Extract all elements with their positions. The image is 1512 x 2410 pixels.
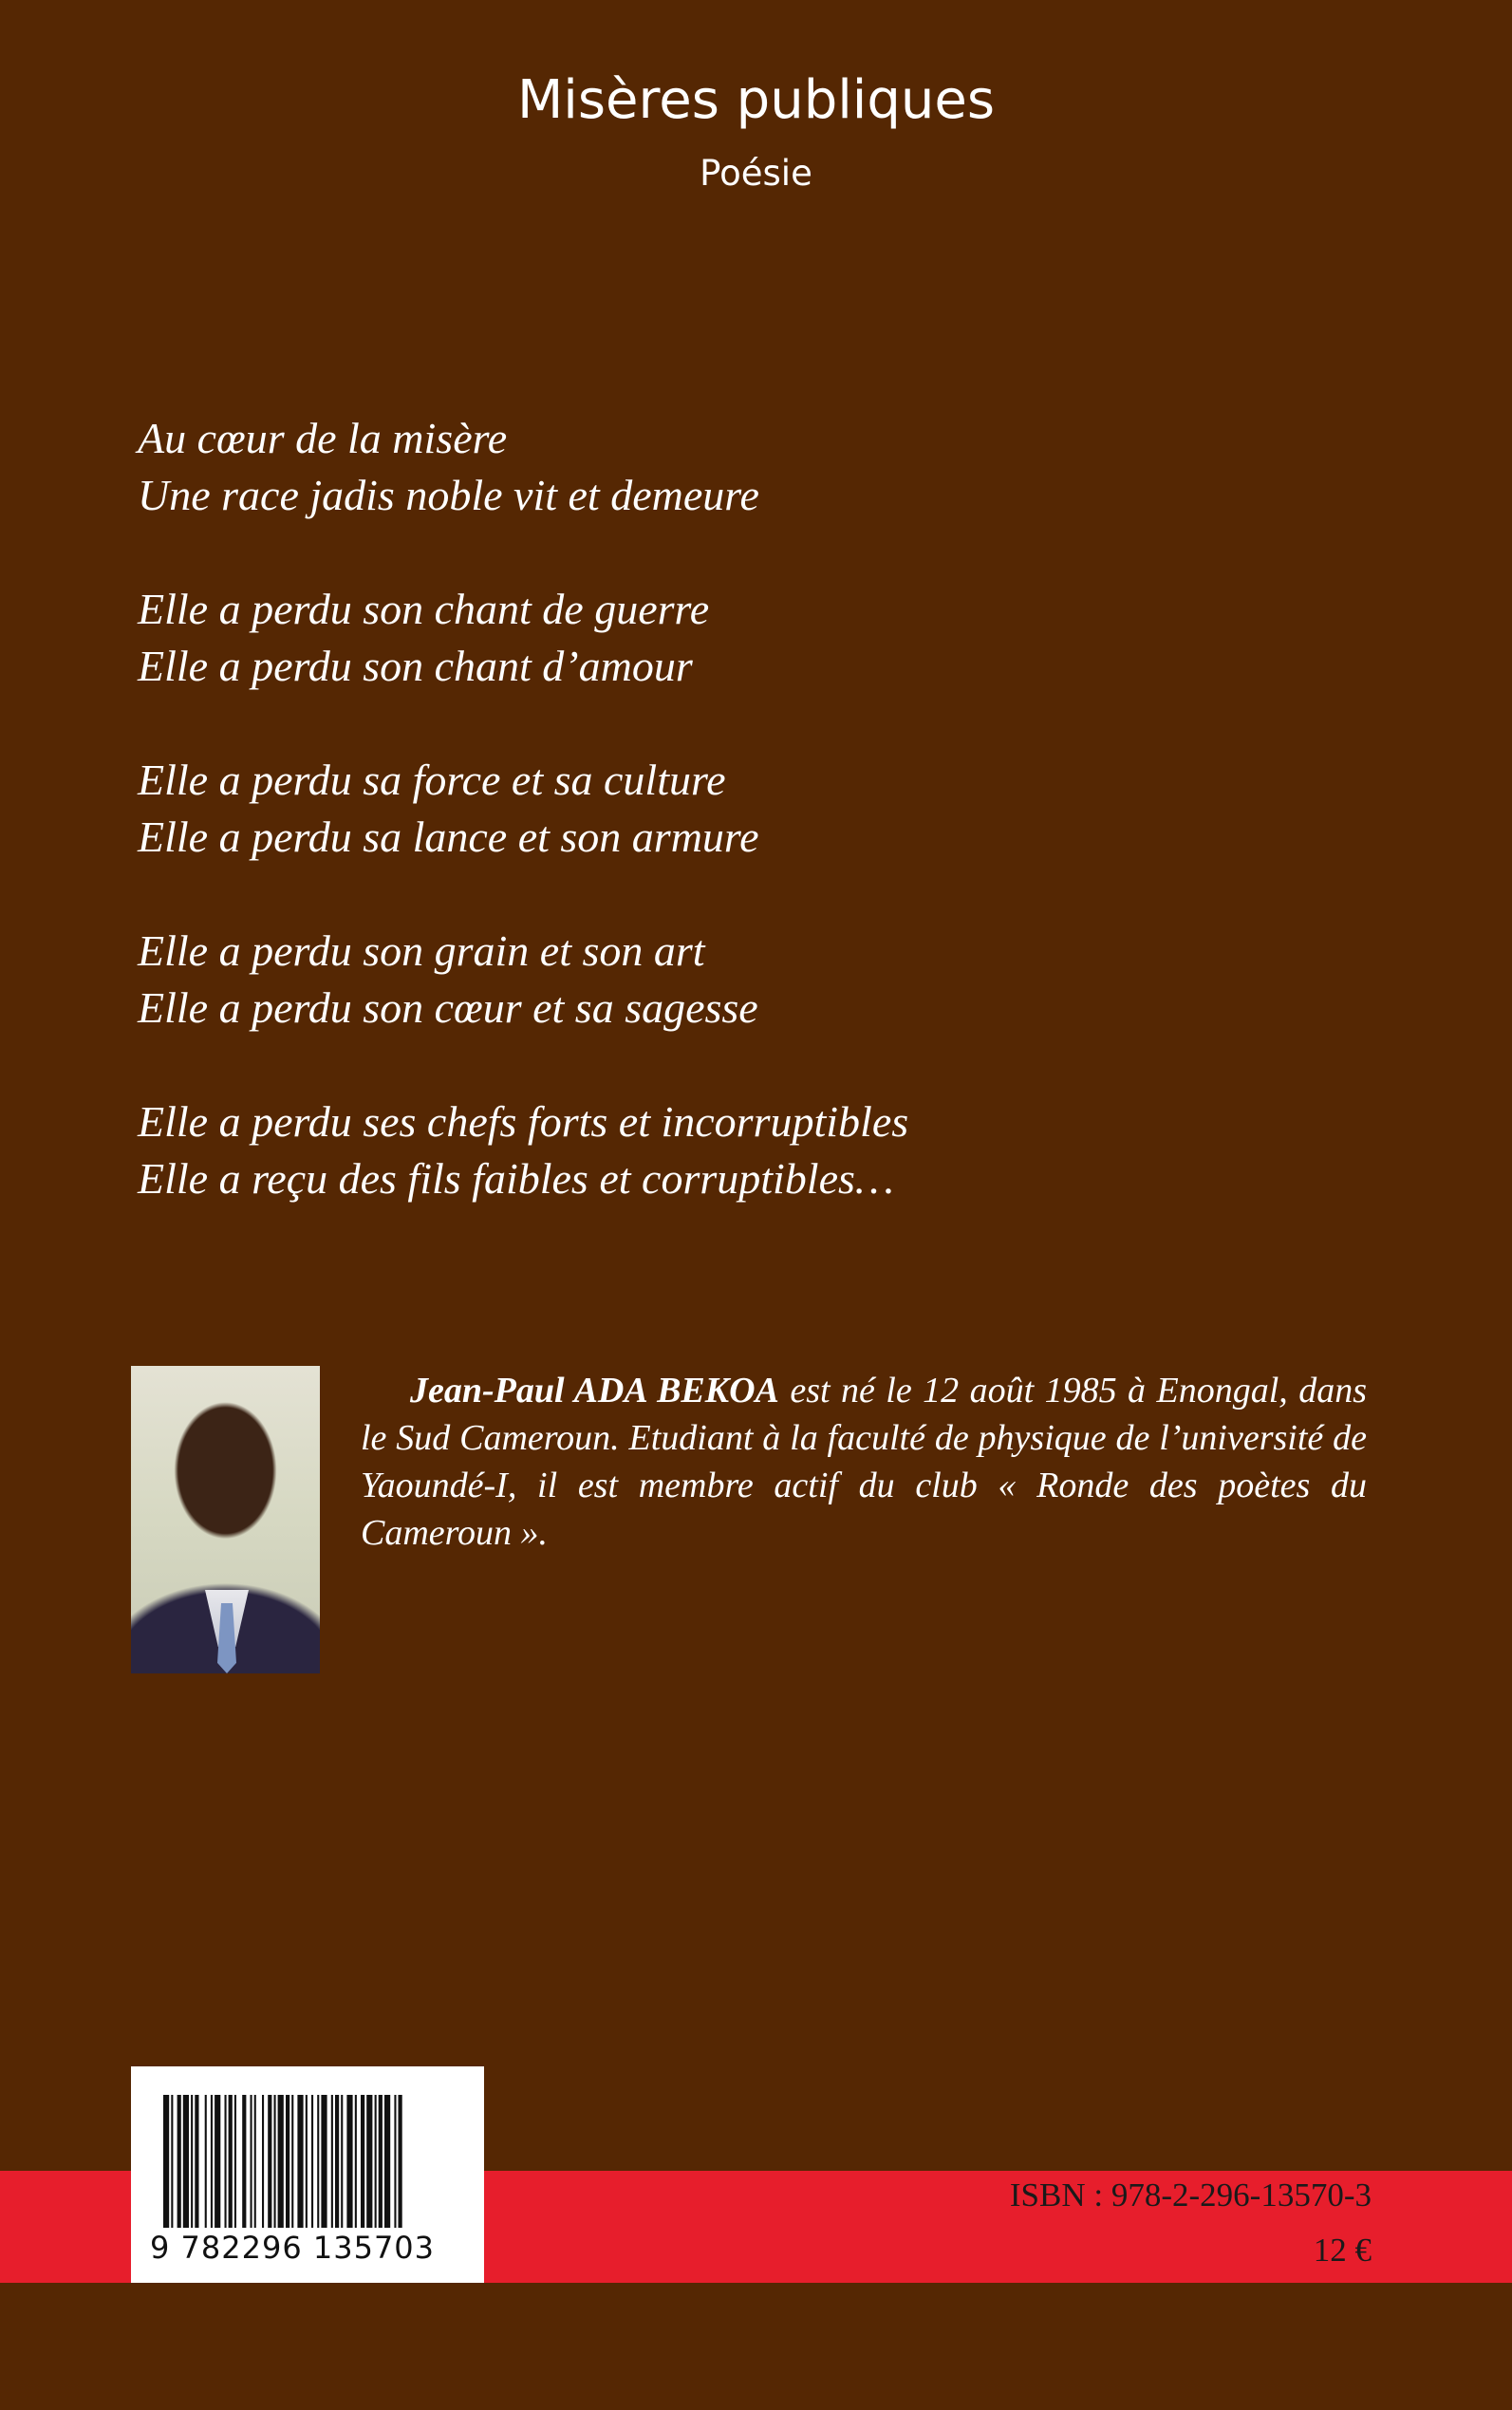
barcode-bar xyxy=(195,2095,198,2228)
barcode-bar xyxy=(278,2095,284,2228)
poem-line: Elle a perdu son cœur et sa sagesse xyxy=(138,983,758,1032)
poem-line: Elle a perdu son grain et son art xyxy=(138,926,705,975)
barcode-bar xyxy=(205,2095,207,2228)
poem-line: Elle a perdu sa force et sa culture xyxy=(138,756,726,804)
barcode-bar xyxy=(306,2095,308,2228)
author-bio-text: est né le 12 août 1985 à Enongal, dans le Sud Cameroun. Etudiant à la faculté de physique de l’université de Yaoundé-I, il est membre actif du club « Ronde des poètes du Cameroun ». xyxy=(361,1371,1367,1553)
barcode-bar xyxy=(211,2095,213,2228)
author-photo xyxy=(131,1366,320,1673)
barcode-bar xyxy=(183,2095,189,2228)
author-bio xyxy=(361,1367,1367,1557)
barcode-bar xyxy=(171,2095,173,2228)
barcode-bar xyxy=(331,2095,333,2228)
barcode-bar xyxy=(225,2095,227,2228)
poem-line: Au cœur de la misère xyxy=(138,414,508,462)
book-genre: Poésie xyxy=(700,153,812,194)
poem-stanza xyxy=(138,1093,1372,1207)
poem-line: Elle a perdu sa lance et son armure xyxy=(138,813,759,861)
poem-line: Elle a perdu son chant d’amour xyxy=(138,642,693,690)
barcode-bar xyxy=(291,2095,293,2228)
poem-line: Une race jadis noble vit et demeure xyxy=(138,471,759,519)
barcode-bar xyxy=(286,2095,289,2228)
poem-line: Elle a reçu des fils faibles et corruptibles… xyxy=(138,1154,894,1203)
author-name: Jean-Paul ADA BEKOA xyxy=(410,1371,779,1411)
barcode-bar xyxy=(394,2095,396,2228)
barcode xyxy=(131,2066,484,2283)
barcode-bar xyxy=(399,2095,402,2228)
barcode-bar xyxy=(215,2095,220,2228)
barcode-bar xyxy=(242,2095,246,2228)
barcode-bars xyxy=(163,2095,452,2228)
barcode-bar xyxy=(317,2095,319,2228)
barcode-bar xyxy=(297,2095,303,2228)
barcode-bar xyxy=(191,2095,193,2228)
barcode-bar xyxy=(311,2095,313,2228)
barcode-bar xyxy=(163,2095,169,2228)
barcode-bar xyxy=(254,2095,256,2228)
poem-stanza xyxy=(138,581,1372,695)
barcode-bar xyxy=(251,2095,252,2228)
barcode-bar xyxy=(346,2095,352,2228)
poem-line: Elle a perdu son chant de guerre xyxy=(138,585,710,633)
poem-excerpt xyxy=(138,410,1372,1264)
book-title: Misères publiques xyxy=(516,69,996,131)
barcode-bar xyxy=(384,2095,390,2228)
barcode-bar xyxy=(268,2095,271,2228)
poem-stanza xyxy=(138,410,1372,524)
barcode-bar xyxy=(262,2095,264,2228)
poem-line: Elle a perdu ses chefs forts et incorruptibles xyxy=(138,1097,909,1146)
barcode-bar xyxy=(321,2095,327,2228)
poem-stanza xyxy=(138,752,1372,866)
barcode-bar xyxy=(366,2095,372,2228)
barcode-bar xyxy=(177,2095,181,2228)
barcode-bar xyxy=(335,2095,339,2228)
barcode-bar xyxy=(375,2095,377,2228)
barcode-bar xyxy=(341,2095,343,2228)
barcode-bar xyxy=(355,2095,357,2228)
barcode-bar xyxy=(379,2095,383,2228)
barcode-bar xyxy=(229,2095,233,2228)
barcode-bar xyxy=(361,2095,364,2228)
barcode-bar xyxy=(274,2095,276,2228)
poem-stanza xyxy=(138,923,1372,1037)
barcode-bar xyxy=(234,2095,236,2228)
isbn-label: ISBN : 978-2-296-13570-3 xyxy=(1009,2176,1372,2214)
price-label: 12 € xyxy=(1313,2232,1372,2269)
barcode-digits: 9 782296 135703 xyxy=(150,2230,436,2266)
